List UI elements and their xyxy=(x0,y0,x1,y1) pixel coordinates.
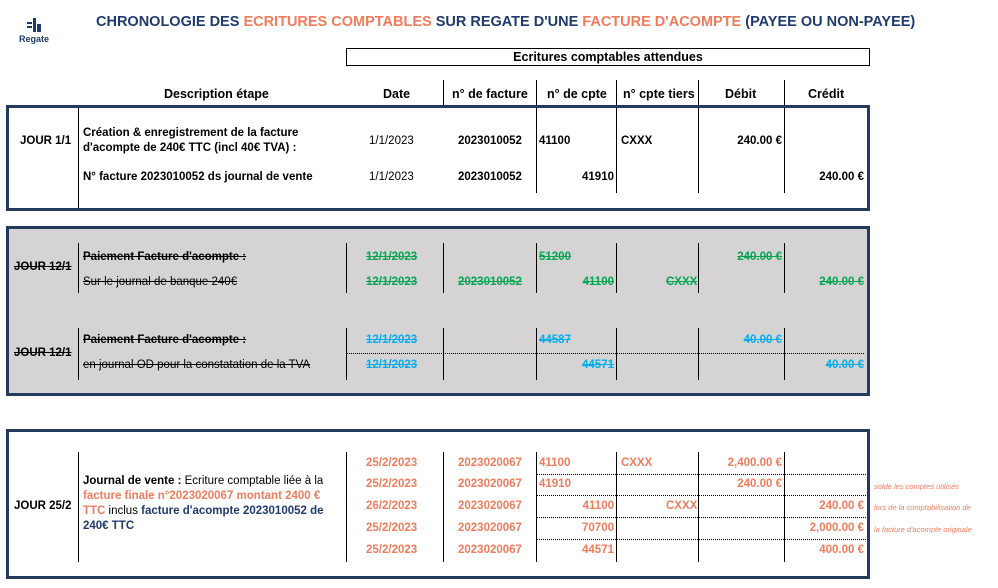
step-description: Sur le journal de banque 240€ xyxy=(83,276,238,288)
debit-amount: 240.00 € xyxy=(737,251,782,263)
account-number: 41100 xyxy=(539,135,571,147)
account-number: 41910 xyxy=(582,171,614,183)
desc-bold: Journal de vente : xyxy=(83,475,185,487)
title-part5: (PAYEE OU NON-PAYEE) xyxy=(741,14,916,30)
day-label: JOUR 12/1 xyxy=(14,261,72,273)
entry-date: 25/2/2023 xyxy=(366,478,418,490)
step-description: Création & enregistrement de la facture d'acompte de 240€ TTC (incl 40€ TVA) : xyxy=(83,127,299,154)
invoice-number: 2023020067 xyxy=(458,478,522,490)
step-description: en journal OD pour la constatation de la TVA xyxy=(83,359,311,371)
side-note: lors de la comptabilisation de xyxy=(874,503,971,512)
debit-amount: 40.00 € xyxy=(743,334,782,346)
debit-amount: 240.00 € xyxy=(737,135,782,147)
regate-logo-icon xyxy=(27,18,41,32)
title-part1: CHRONOLOGIE DES xyxy=(96,14,244,30)
account-number: 44571 xyxy=(582,544,614,556)
header-debit: Débit xyxy=(725,87,757,101)
credit-amount: 240.00 € xyxy=(819,171,864,183)
credit-amount: 240.00 € xyxy=(819,500,864,512)
desc-deposit-invoice: facture d'acompte 2023010052 de 240€ TTC xyxy=(83,505,324,532)
page-title xyxy=(96,14,915,30)
entry-date: 12/1/2023 xyxy=(366,359,418,371)
debit-amount: 2,400.00 € xyxy=(727,457,782,469)
entry-date: 12/1/2023 xyxy=(366,276,418,288)
step-description: N° facture 2023010052 ds journal de vente xyxy=(83,171,313,183)
third-account: CXXX xyxy=(666,276,698,288)
header-third-account: n° cpte tiers xyxy=(623,87,695,101)
third-account: CXXX xyxy=(621,457,653,469)
title-part4: FACTURE D'ACOMPTE xyxy=(582,14,742,30)
entry-date: 12/1/2023 xyxy=(366,251,418,263)
header-credit: Crédit xyxy=(808,87,845,101)
side-note: solde les comptes utilisés xyxy=(874,482,960,491)
credit-amount: 2,000.00 € xyxy=(809,522,864,534)
side-note: la facture d'acompte originale xyxy=(874,525,972,534)
expected-entries-label: Ecritures comptables attendues xyxy=(346,48,870,66)
entry-date: 25/2/2023 xyxy=(366,544,418,556)
header-account: n° de cpte xyxy=(547,87,607,101)
account-number: 44571 xyxy=(582,359,614,371)
block-jour-1-1 xyxy=(6,105,870,211)
credit-amount: 400.00 € xyxy=(819,544,864,556)
account-number: 51200 xyxy=(539,251,571,263)
account-number: 41100 xyxy=(582,500,614,512)
title-part2: ECRITURES COMPTABLES xyxy=(243,14,432,30)
invoice-number: 2023010052 xyxy=(458,135,522,147)
invoice-number: 2023020067 xyxy=(458,457,522,469)
title-part3: SUR REGATE D'UNE xyxy=(431,14,583,30)
desc-normal: Ecriture comptable liée à la xyxy=(184,475,324,487)
regate-logo xyxy=(14,18,54,44)
desc-included: inclus xyxy=(105,505,142,517)
entry-date: 1/1/2023 xyxy=(369,135,414,147)
invoice-number: 2023020067 xyxy=(458,500,522,512)
invoice-number: 2023020067 xyxy=(458,544,522,556)
desc-final-invoice: facture finale n°2023020067 montant 2400 € TTC xyxy=(83,490,321,517)
account-number: 70700 xyxy=(582,522,614,534)
account-number: 44587 xyxy=(539,334,571,346)
entry-date: 1/1/2023 xyxy=(369,171,414,183)
credit-amount: 240.00 € xyxy=(819,276,864,288)
third-account: CXXX xyxy=(621,135,653,147)
step-description: Paiement Facture d'acompte : xyxy=(83,251,247,263)
credit-amount: 40.00 € xyxy=(825,359,864,371)
regate-logo-text: Regate xyxy=(18,34,49,44)
invoice-number: 2023010052 xyxy=(458,171,522,183)
account-number: 41910 xyxy=(539,478,571,490)
invoice-number: 2023010052 xyxy=(458,276,522,288)
day-label: JOUR 12/1 xyxy=(14,347,72,359)
entry-date: 25/2/2023 xyxy=(366,457,418,469)
step-description xyxy=(83,474,338,534)
day-label: JOUR 25/2 xyxy=(14,500,72,512)
third-account: CXXX xyxy=(666,500,698,512)
entry-date: 25/2/2023 xyxy=(366,522,418,534)
day-label: JOUR 1/1 xyxy=(20,135,72,147)
debit-amount: 240.00 € xyxy=(737,478,782,490)
account-number: 41100 xyxy=(582,276,614,288)
step-description: Paiement Facture d'acompte : xyxy=(83,334,247,346)
header-invoice: n° de facture xyxy=(452,87,528,101)
header-date: Date xyxy=(383,87,411,101)
account-number: 41100 xyxy=(539,457,571,469)
invoice-number: 2023020067 xyxy=(458,522,522,534)
entry-date: 26/2/2023 xyxy=(366,500,418,512)
header-description: Description étape xyxy=(164,87,269,101)
entry-date: 12/1/2023 xyxy=(366,334,418,346)
